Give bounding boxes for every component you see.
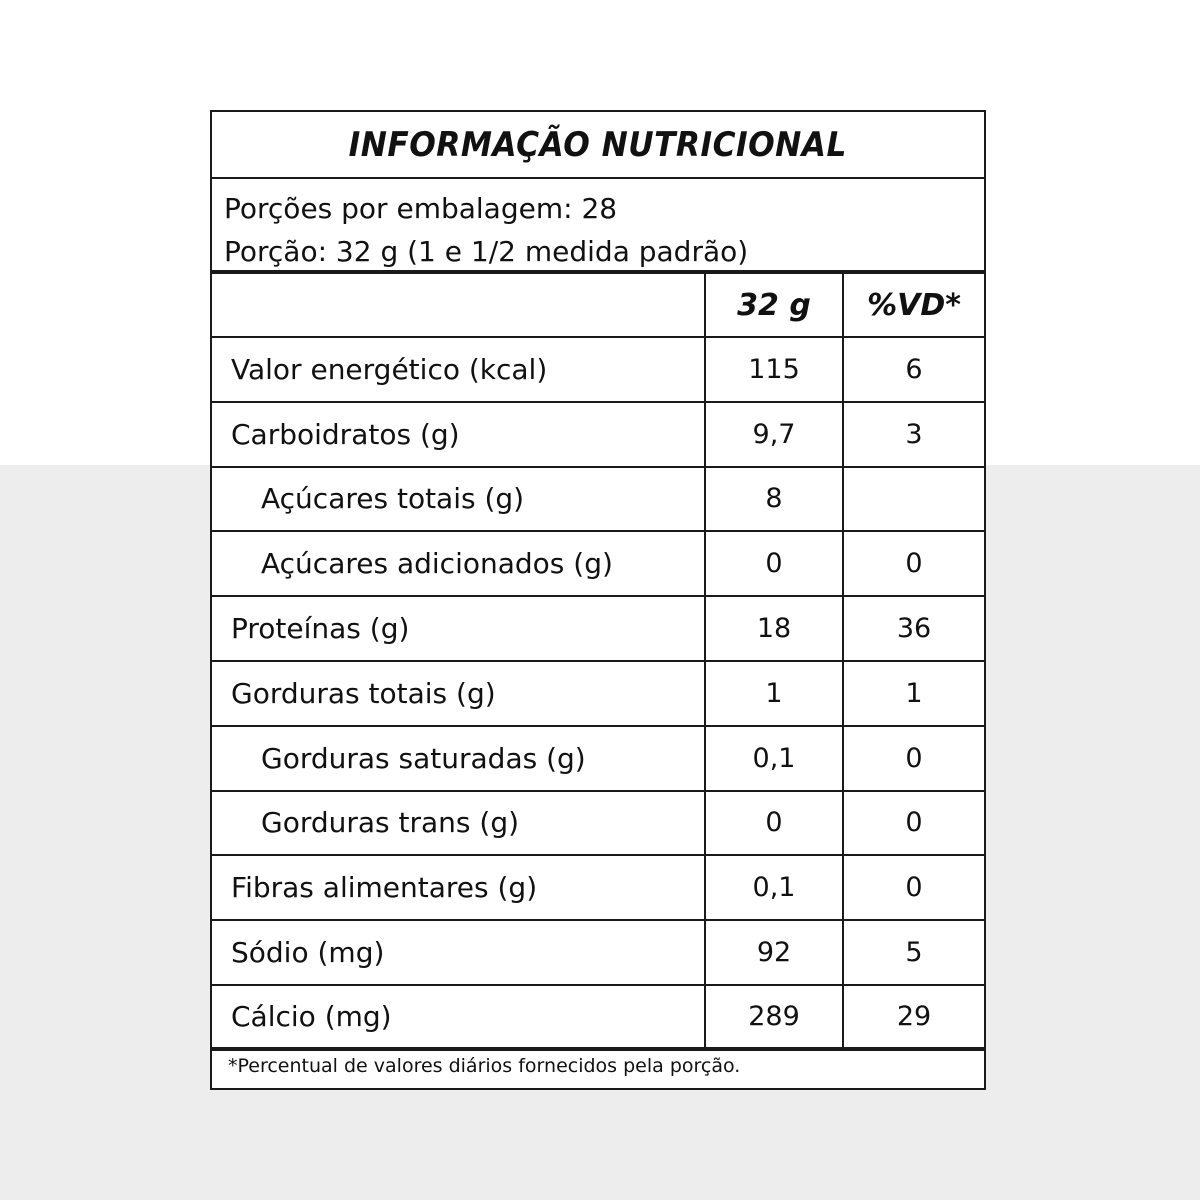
table-row-total-sugars <box>212 468 984 533</box>
nutrient-name: Carboidratos (g) <box>231 417 460 451</box>
table-row-sodium <box>212 921 984 986</box>
table-title-row <box>212 112 984 179</box>
table-row-saturated-fat <box>212 727 984 792</box>
nutrient-daily-value: 29 <box>896 1000 932 1032</box>
nutrient-name: Gorduras saturadas (g) <box>261 741 586 775</box>
nutrient-daily-value: 0 <box>905 872 923 904</box>
nutrient-name: Sódio (mg) <box>231 936 385 970</box>
nutrient-column-header <box>212 274 706 336</box>
nutrient-name: Fibras alimentares (g) <box>231 871 538 905</box>
daily-value-header-label: %VD* <box>867 287 961 323</box>
nutrient-name: Açúcares totais (g) <box>261 482 525 516</box>
nutrient-daily-value: 1 <box>905 677 923 709</box>
table-row-total-fat <box>212 662 984 727</box>
nutrient-name: Gorduras totais (g) <box>231 676 496 710</box>
table-row-carbohydrates <box>212 403 984 468</box>
nutrient-quantity: 0,1 <box>752 742 796 774</box>
nutrient-quantity: 9,7 <box>752 418 796 450</box>
nutrient-daily-value: 36 <box>896 613 932 645</box>
servings-per-package: Porções por embalagem: 28 <box>224 192 618 225</box>
table-row-trans-fat <box>212 792 984 857</box>
nutrient-quantity: 8 <box>765 483 783 515</box>
nutrient-quantity: 289 <box>748 1000 800 1032</box>
nutrient-quantity: 18 <box>756 613 792 645</box>
nutrient-quantity: 0,1 <box>752 872 796 904</box>
table-row-proteins <box>212 597 984 662</box>
serving-info <box>212 179 984 274</box>
nutrient-name: Açúcares adicionados (g) <box>261 547 613 581</box>
table-row-dietary-fiber <box>212 856 984 921</box>
nutrient-quantity: 0 <box>765 807 783 839</box>
column-header-row <box>212 274 984 338</box>
nutrient-daily-value: 5 <box>905 937 923 969</box>
daily-value-column-header <box>844 274 984 336</box>
nutrient-daily-value: 3 <box>905 418 923 450</box>
nutrient-daily-value: 0 <box>905 742 923 774</box>
quantity-column-header <box>706 274 844 336</box>
nutrient-name: Proteínas (g) <box>231 612 410 646</box>
table-title: INFORMAÇÃO NUTRICIONAL <box>348 124 848 165</box>
daily-value-footnote: *Percentual de valores diários fornecidos pela porção. <box>228 1054 741 1077</box>
nutrient-name: Valor energético (kcal) <box>231 352 548 386</box>
table-row-calcium <box>212 986 984 1051</box>
nutrient-daily-value: 0 <box>905 548 923 580</box>
nutrient-quantity: 0 <box>765 548 783 580</box>
table-row-added-sugars <box>212 532 984 597</box>
nutrient-quantity: 1 <box>765 677 783 709</box>
nutrient-quantity: 92 <box>756 937 792 969</box>
nutrient-name: Cálcio (mg) <box>231 999 392 1033</box>
nutrient-daily-value: 6 <box>905 353 923 385</box>
quantity-header-label: 32 g <box>737 287 811 323</box>
nutrition-facts-table <box>210 110 986 1090</box>
nutrient-name: Gorduras trans (g) <box>261 806 520 840</box>
table-row-energy <box>212 338 984 403</box>
serving-size: Porção: 32 g (1 e 1/2 medida padrão) <box>224 235 749 268</box>
nutrient-daily-value: 0 <box>905 807 923 839</box>
nutrient-quantity: 115 <box>748 353 800 385</box>
